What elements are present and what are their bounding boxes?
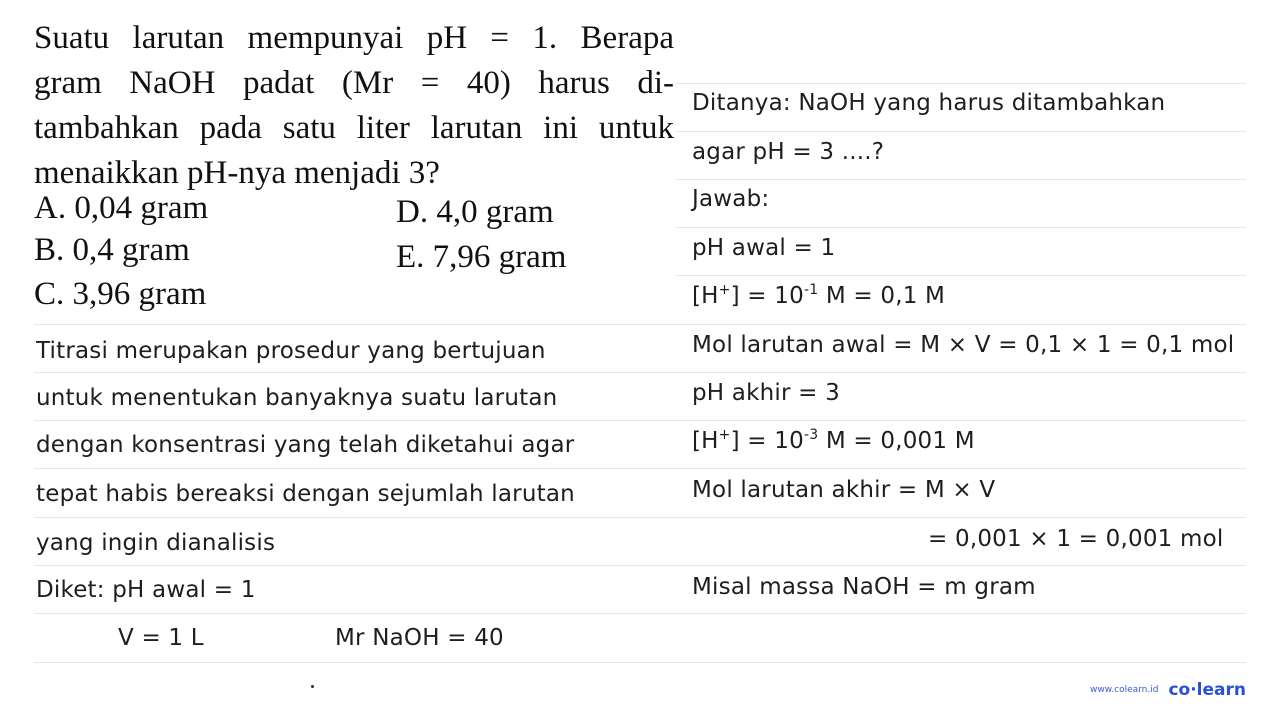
option-e[interactable]: E. 7,96 gram [396, 239, 567, 275]
note-mol-akhir: Mol larutan akhir = M × V [692, 477, 996, 503]
brand-footer [1090, 680, 1246, 700]
option-d[interactable]: D. 4,0 gram [396, 194, 554, 230]
note-ditanya-2: agar pH = 3 ....? [692, 139, 885, 165]
note-diket: Diket: pH awal = 1 [36, 577, 256, 603]
note-misal: Misal massa NaOH = m gram [692, 574, 1036, 600]
rule-line [676, 131, 1246, 132]
note-h-awal [692, 283, 945, 309]
stray-dot [311, 685, 314, 688]
rule-line [676, 179, 1246, 180]
h-value: M = 0,001 M [818, 428, 975, 454]
note-titrasi-1: Titrasi merupakan prosedur yang bertujuan [36, 338, 546, 364]
option-b[interactable]: B. 0,4 gram [34, 232, 190, 268]
rule-line [34, 324, 1246, 325]
rule-line [34, 372, 1246, 373]
note-ditanya: Ditanya: NaOH yang harus ditambahkan [692, 90, 1166, 116]
note-ph-awal: pH awal = 1 [692, 235, 836, 261]
note-titrasi-2: untuk menentukan banyaknya suatu larutan [36, 385, 558, 411]
h-charge: + [718, 282, 731, 298]
question-text [34, 16, 674, 196]
note-titrasi-5: yang ingin dianalisis [36, 530, 276, 556]
rule-line [676, 227, 1246, 228]
option-a[interactable]: A. 0,04 gram [34, 190, 209, 226]
question-line: Suatu larutan mempunyai pH = 1. Berapa [34, 20, 674, 56]
h-eq: ] = 10 [730, 283, 804, 309]
question-line: gram NaOH padat (Mr = 40) harus di- [34, 65, 674, 101]
h-bracket: [H [692, 283, 719, 309]
rule-line [34, 662, 1246, 663]
note-h-akhir [692, 428, 975, 454]
note-jawab: Jawab: [692, 186, 770, 212]
question-line: menaikkan pH-nya menjadi 3? [34, 155, 440, 191]
h-value: M = 0,1 M [818, 283, 946, 309]
h-exponent: -1 [803, 282, 819, 298]
colearn-logo: co·learn [1168, 680, 1246, 700]
rule-line [34, 517, 1246, 518]
brand-url[interactable]: www.colearn.id [1090, 685, 1159, 695]
note-mol-awal: Mol larutan awal = M × V = 0,1 × 1 = 0,1 mol [692, 332, 1235, 358]
note-mol-akhir-2: = 0,001 × 1 = 0,001 mol [928, 526, 1224, 552]
h-exponent: -3 [803, 427, 819, 443]
note-titrasi-4: tepat habis bereaksi dengan sejumlah larutan [36, 481, 575, 507]
rule-line [34, 613, 1246, 614]
rule-line [34, 420, 1246, 421]
h-charge: + [718, 427, 731, 443]
question-line: tambahkan pada satu liter larutan ini untuk [34, 110, 674, 146]
rule-line [676, 275, 1246, 276]
note-volume: V = 1 L [118, 625, 204, 651]
option-c[interactable]: C. 3,96 gram [34, 276, 207, 312]
note-mr: Mr NaOH = 40 [335, 625, 504, 651]
note-ph-akhir: pH akhir = 3 [692, 380, 840, 406]
rule-line [34, 565, 1246, 566]
note-titrasi-3: dengan konsentrasi yang telah diketahui agar [36, 432, 575, 458]
h-eq: ] = 10 [730, 428, 804, 454]
rule-line [676, 83, 1246, 84]
h-bracket: [H [692, 428, 719, 454]
rule-line [34, 468, 1246, 469]
